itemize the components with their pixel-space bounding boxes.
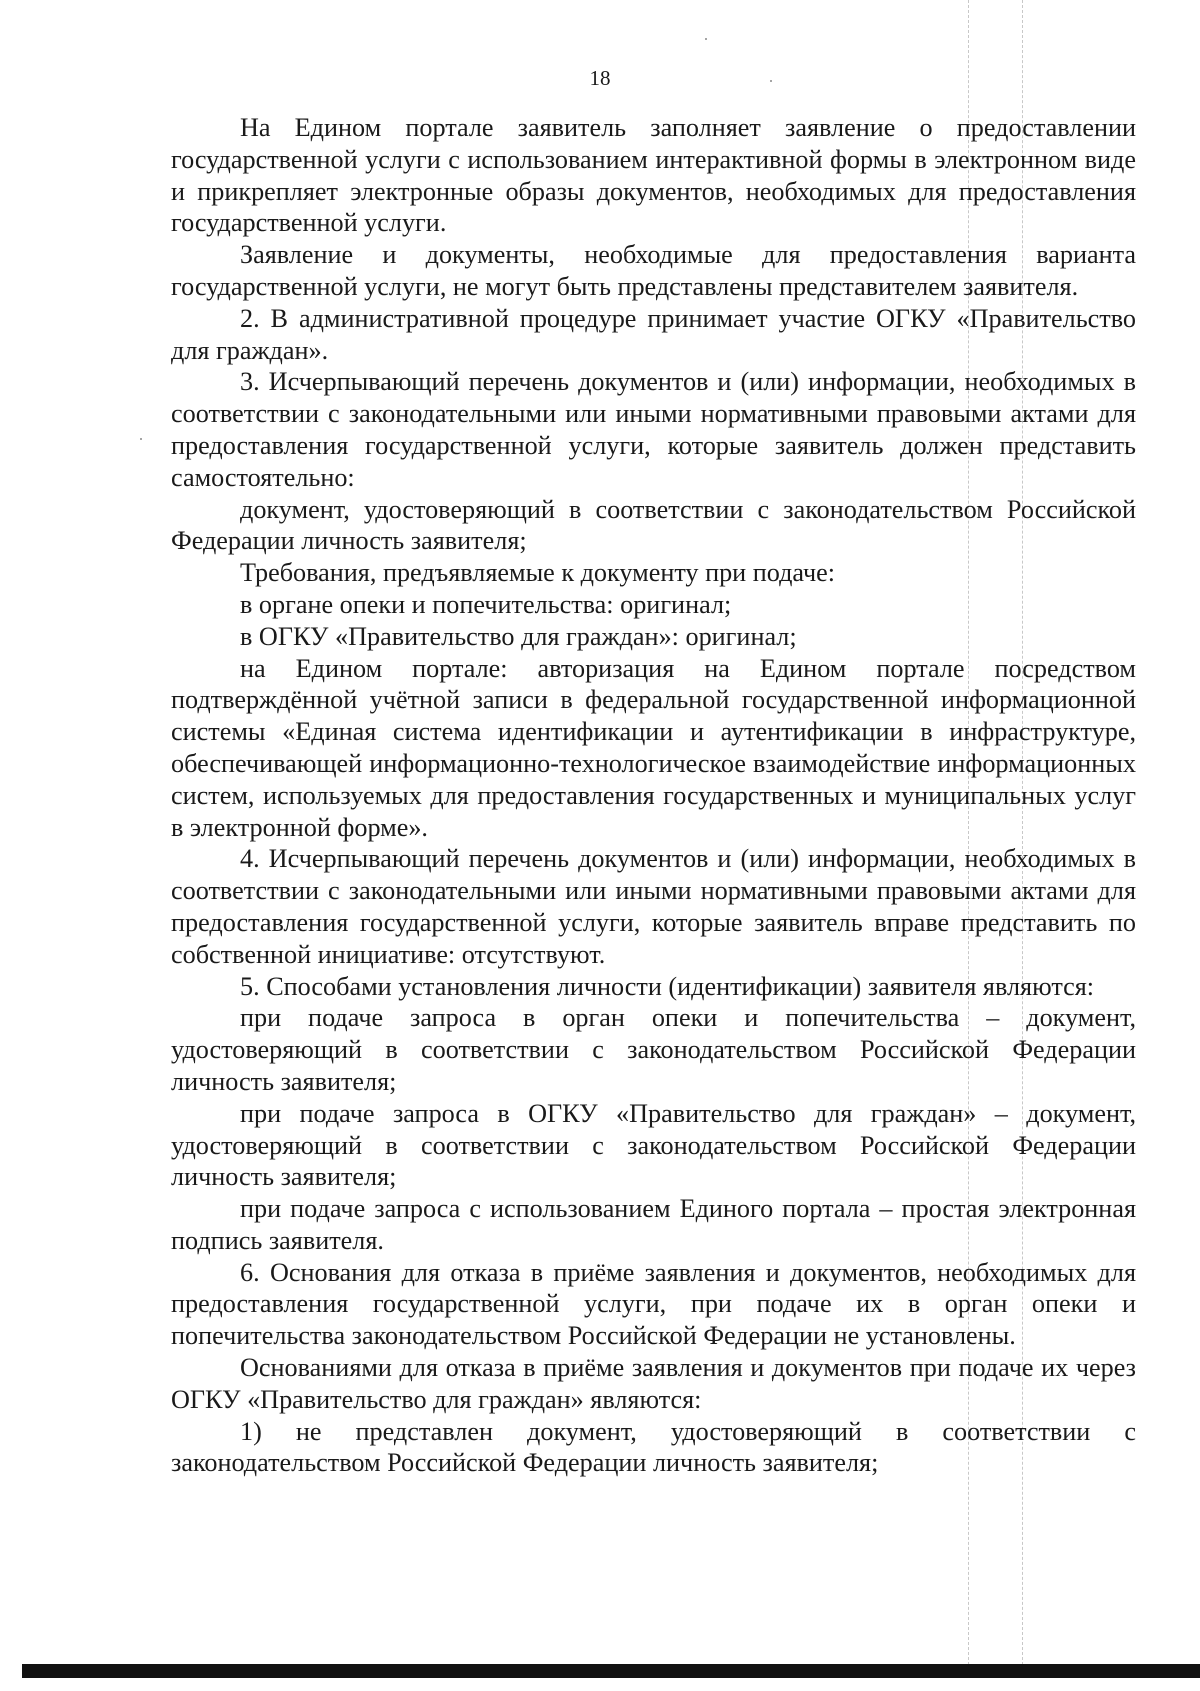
paragraph: На Едином портале заявитель заполняет заявление о предоставлении государственной услуги с использованием интерактивной формы в электронном виде и прикрепляет электронные образы документов, необходимых для предоставления государственной услуги. [171, 113, 1136, 238]
page-number: 18 [589, 66, 611, 90]
paragraph: при подаче запроса с использованием Единого портала – простая электронная подпись заявителя. [171, 1194, 1136, 1255]
paragraph: 2. В административной процедуре принимает участие ОГКУ «Правительство для граждан». [171, 303, 1136, 365]
paragraph: документ, удостоверяющий в соответствии с законодательством Российской Федерации личность заявителя; [171, 494, 1136, 556]
document-body [171, 112, 1136, 1479]
paragraph: Заявление и документы, необходимые для предоставления варианта государственной услуги, не могут быть представлены представителем заявителя. [171, 240, 1136, 301]
paragraph: 4. Исчерпывающий перечень документов и (или) информации, необходимых в соответствии с законодательными или иными нормативными правовыми актами для предоставления государственной услуги, которые заявитель вправе представить по собственной инициативе: отсутствуют. [171, 844, 1136, 969]
paragraph: Требования, предъявляемые к документу при подаче: [240, 558, 836, 588]
paragraph: Основаниями для отказа в приёме заявления и документов при подаче их через ОГКУ «Правительство для граждан» являются: [171, 1353, 1136, 1414]
paragraph: 5. Способами установления личности (идентификации) заявителя являются: [240, 971, 1095, 1001]
paragraph: в органе опеки и попечительства: оригинал; [240, 589, 732, 619]
paragraph: 1) не представлен документ, удостоверяющий в соответствии с законодательством Российской Федерации личность заявителя; [171, 1416, 1136, 1478]
paragraph: при подаче запроса в ОГКУ «Правительство для граждан» – документ, удостоверяющий в соответствии с законодательством Российской Федерации личность заявителя; [171, 1098, 1136, 1192]
scan-speck [140, 438, 142, 440]
scan-bottom-edge [22, 1664, 1200, 1678]
paragraph: при подаче запроса в орган опеки и попечительства – документ, удостоверяющий в соответствии с законодательством Российской Федерации личность заявителя; [171, 1003, 1136, 1096]
paragraph: на Едином портале: авторизация на Едином портале посредством подтверждённой учётной записи в федеральной государственной информационной системы «Единая система идентификации и аутентификации в инфраструктуре, обеспечивающей информационно-технологическое взаимодействие информационных систем, используемых для предоставления государственных и муниципальных услуг в электронной форме». [171, 653, 1136, 842]
paragraph: 3. Исчерпывающий перечень документов и (или) информации, необходимых в соответствии с законодательными или иными нормативными правовыми актами для предоставления государственной услуги, которые заявитель должен представить самостоятельно: [171, 367, 1136, 492]
paragraph: 6. Основания для отказа в приёме заявления и документов, необходимых для предоставления государственной услуги, при подаче их в орган опеки и попечительства законодательством Российской Федерации не установлены. [171, 1257, 1136, 1351]
scan-speck [705, 38, 707, 40]
paragraph: в ОГКУ «Правительство для граждан»: оригинал; [240, 621, 797, 651]
